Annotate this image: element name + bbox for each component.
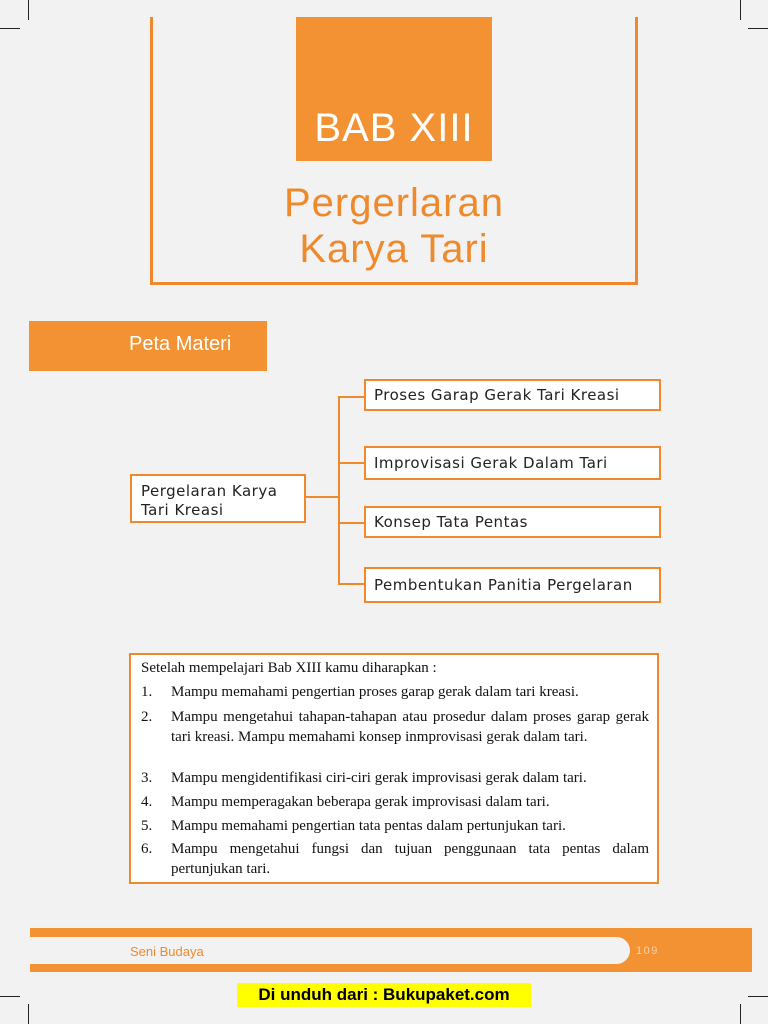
crop-mark <box>748 28 768 29</box>
chapter-title <box>150 180 638 272</box>
objective-item <box>141 769 649 789</box>
objective-number: 4. <box>141 794 153 810</box>
concept-branch-label: Improvisasi Gerak Dalam Tari <box>374 454 608 472</box>
connector-branch <box>338 396 364 398</box>
concept-branch-box <box>364 506 661 538</box>
crop-mark <box>740 1004 741 1024</box>
objective-text: Mampu mengidentifikasi ciri-ciri gerak improvisasi gerak dalam tari. <box>171 770 587 786</box>
header-frame-bottom <box>150 282 638 285</box>
connector-branch <box>338 462 364 464</box>
concept-root-line2: Tari Kreasi <box>141 501 224 519</box>
crop-mark <box>28 0 29 20</box>
objective-number: 1. <box>141 684 153 700</box>
objective-text: Mampu mengetahui tahapan-tahapan atau prosedur dalam proses garap gerak tari kreasi. Mampu memahami konsep inmprovisasi gerak dalam tari. <box>171 709 649 745</box>
concept-root-box <box>130 474 306 523</box>
crop-mark <box>748 996 768 997</box>
objective-item <box>141 708 649 747</box>
objective-item <box>141 793 649 813</box>
connector-branch <box>338 522 364 524</box>
objective-number: 3. <box>141 770 153 786</box>
objective-text: Mampu mengetahui fungsi dan tujuan penggunaan tata pentas dalam pertunjukan tari. <box>171 841 649 877</box>
objective-item <box>141 840 649 879</box>
objective-number: 2. <box>141 709 153 725</box>
section-header-peta-materi <box>29 321 267 371</box>
footer-book-title: Seni Budaya <box>130 944 204 959</box>
concept-branch-box <box>364 379 661 411</box>
crop-mark <box>740 0 741 20</box>
concept-root-line1: Pergelaran Karya <box>141 482 278 500</box>
footer-inner-band <box>30 937 630 964</box>
page-number: 109 <box>636 945 659 957</box>
learning-objectives-box <box>129 653 659 884</box>
objective-number: 5. <box>141 818 153 834</box>
objective-text: Mampu memahami pengertian tata pentas dalam pertunjukan tari. <box>171 818 566 834</box>
concept-branch-box <box>364 446 661 480</box>
chapter-label-box <box>296 17 492 161</box>
connector-root <box>306 496 339 498</box>
crop-mark <box>0 28 20 29</box>
concept-branch-box <box>364 567 661 603</box>
objective-item <box>141 817 649 837</box>
concept-branch-label: Konsep Tata Pentas <box>374 513 528 531</box>
connector-trunk <box>338 396 340 584</box>
concept-branch-label: Pembentukan Panitia Pergelaran <box>374 576 633 594</box>
crop-mark <box>28 1004 29 1024</box>
objective-number: 6. <box>141 841 153 857</box>
objectives-intro: Setelah mempelajari Bab XIII kamu diharapkan : <box>141 660 437 676</box>
concept-branch-label: Proses Garap Gerak Tari Kreasi <box>374 386 620 404</box>
crop-mark <box>0 996 20 997</box>
objective-item <box>141 683 649 703</box>
chapter-title-line2: Karya Tari <box>299 227 489 271</box>
objective-text: Mampu memperagakan beberapa gerak improvisasi dalam tari. <box>171 794 550 810</box>
chapter-title-line1: Pergerlaran <box>283 181 504 225</box>
concept-root-label <box>141 482 277 520</box>
section-label: Peta Materi <box>129 333 232 355</box>
objective-text: Mampu memahami pengertian proses garap gerak dalam tari kreasi. <box>171 684 579 700</box>
connector-branch <box>338 583 364 585</box>
chapter-label: BAB XIII <box>314 106 474 150</box>
download-source-banner: Di unduh dari : Bukupaket.com <box>237 983 531 1007</box>
